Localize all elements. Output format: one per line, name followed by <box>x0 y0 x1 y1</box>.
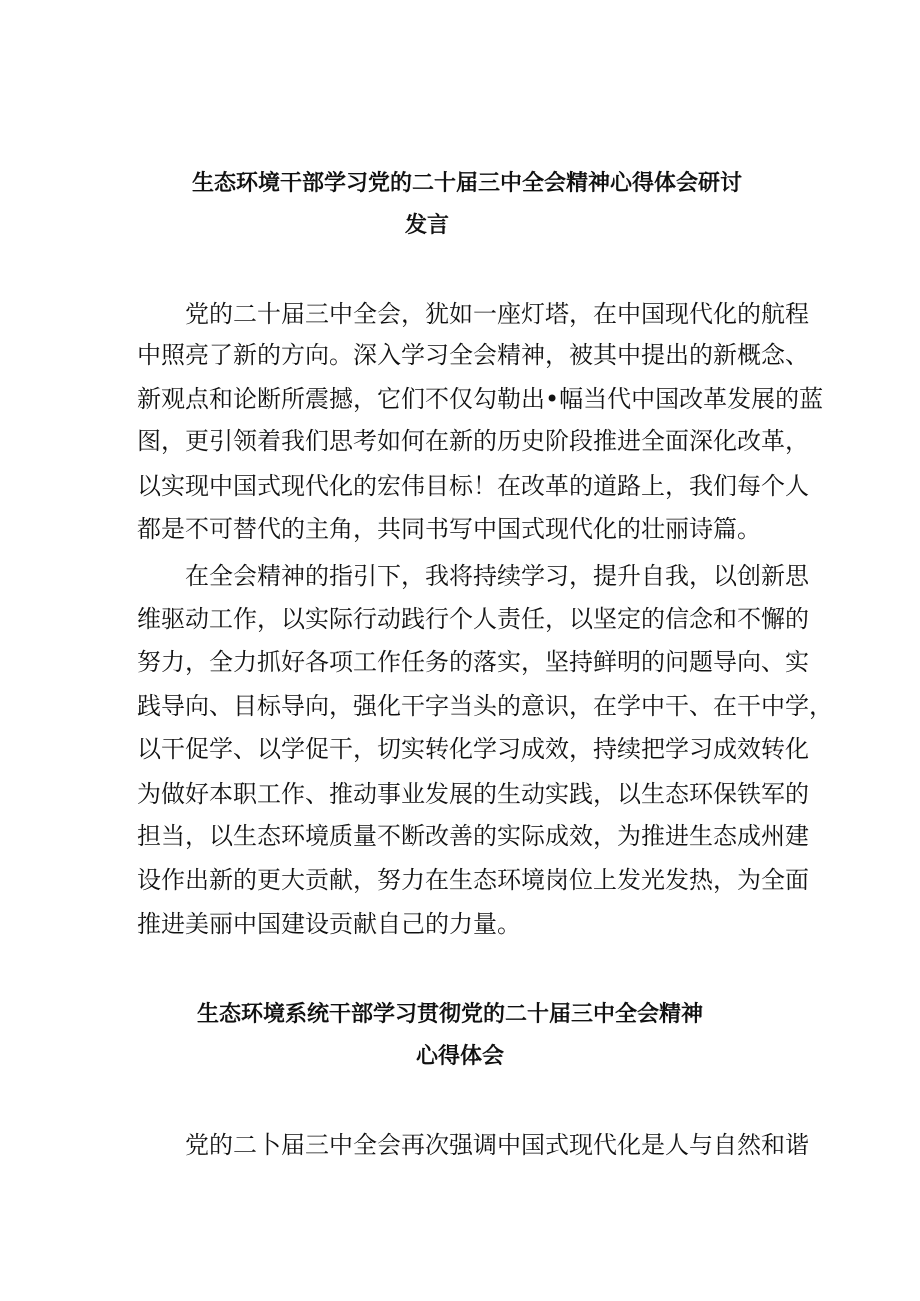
paragraph-line: 以实现中国式现代化的宏伟目标！在改革的道路上，我们每个人 <box>137 472 809 500</box>
article2-title-line1: 生态环境系统干部学习贯彻党的二十届三中全会精神 <box>197 1002 704 1027</box>
paragraph-line: 图，更引领着我们思考如何在新的历史阶段推进全面深化改革， <box>137 427 809 455</box>
paragraph-line: 为做好本职工作、推动事业发展的生动实践，以生态环保铁军的 <box>137 780 809 808</box>
paragraph-line: 努力，全力抓好各项工作任务的落实，坚持鲜明的问题导向、实 <box>137 648 809 676</box>
paragraph-line: 践导向、目标导向，强化干字当头的意识，在学中干、在干中学， <box>137 692 833 720</box>
paragraph-line: 党的二卜届三中全会再次强调中国式现代化是人与自然和谐 <box>185 1131 809 1159</box>
paragraph-line: 设作出新的更大贡献，努力在生态环境岗位上发光发热，为全面 <box>137 866 809 894</box>
paragraph-line: 党的二十届三中全会，犹如一座灯塔，在中国现代化的航程 <box>185 300 809 328</box>
paragraph-line: 在全会精神的指引下，我将持续学习，提升自我，以创新思 <box>185 562 809 590</box>
paragraph-line: 新观点和论断所震撼，它们不仅勾勒出•幅当代中国改革发展的蓝 <box>137 385 824 413</box>
paragraph-line: 担当，以生态环境质量不断改善的实际成效，为推进生态成州建 <box>137 822 809 850</box>
paragraph-line: 都是不可替代的主角，共同书写中国式现代化的壮丽诗篇。 <box>137 515 761 543</box>
article1-title-line1: 生态环境干部学习党的二十届三中全会精神心得体会研讨 <box>192 171 743 196</box>
paragraph-line: 维驱动工作，以实际行动践行个人责任，以坚定的信念和不懈的 <box>137 605 809 633</box>
article2-title-line2: 心得体会 <box>416 1044 505 1069</box>
article1-title-line2: 发言 <box>405 213 450 238</box>
paragraph-line: 推进美丽中国建设贡献自己的力量。 <box>137 910 521 938</box>
paragraph-line: 以干促学、以学促干，切实转化学习成效，持续把学习成效转化 <box>137 735 809 763</box>
paragraph-line: 中照亮了新的方向。深入学习全会精神，被其中提出的新概念、 <box>137 341 809 369</box>
